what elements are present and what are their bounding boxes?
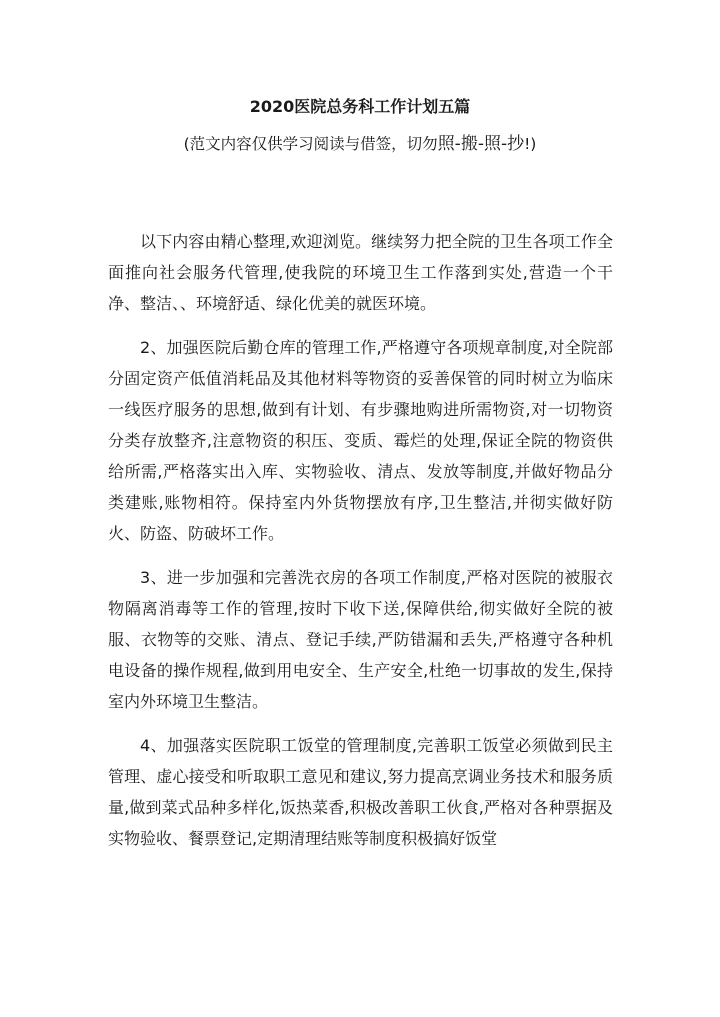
paragraph-canteen: 4、加强落实医院职工饭堂的管理制度,完善职工饭堂必须做到民主管理、虚心接受和听取职工意见和建议,努力提高烹调业务技术和服务质量,做到菜式品种多样化,饭热菜香,积极改善职工伙食,严格对各种票据及实物验收、餐票登记,定期清理结账等制度积极搞好饭堂 (108, 736, 613, 848)
document-body (108, 226, 613, 867)
subtitle-prefix: (范文内容仅供学习阅读与借签，切勿 (183, 135, 438, 153)
paragraph-warehouse: 2、加强医院后勤仓库的管理工作,严格遵守各项规章制度,对全院部分固定资产低值消耗品及其他材料等物资的妥善保管的同时树立为临床一线医疗服务的思想,做到有计划、有步骤地购进所需物资,对一切物资分类存放整齐,注意物资的积压、变质、霉烂的处理,保证全院的物资供给所需,严格落实出入库、实物验收、清点、发放等制度,并做好物品分类建账,账物相符。保持室内外货物摆放有序,卫生整洁,并彻实做好防火、防盗、防破坏工作。 (108, 338, 613, 543)
paragraph-intro: 以下内容由精心整理,欢迎浏览。继续努力把全院的卫生各项工作全面推向社会服务代管理,使我院的环境卫生工作落到实处,营造一个干净、整洁、、环境舒适、绿化优美的就医环境。 (108, 232, 613, 313)
document-subtitle (0, 133, 720, 155)
subtitle-emphasis: 照-搬-照-抄 (437, 134, 525, 154)
paragraph-laundry: 3、进一步加强和完善洗衣房的各项工作制度,严格对医院的被服衣物隔离消毒等工作的管理,按时下收下送,保障供给,彻实做好全院的被服、衣物等的交账、清点、登记手续,严防错漏和丢失,严格遵守各种机电设备的操作规程,做到用电安全、生产安全,杜绝一切事故的发生,保持室内外环境卫生整洁。 (108, 568, 613, 711)
subtitle-suffix: !) (524, 135, 537, 153)
document-title: 2020医院总务科工作计划五篇 (249, 97, 471, 116)
